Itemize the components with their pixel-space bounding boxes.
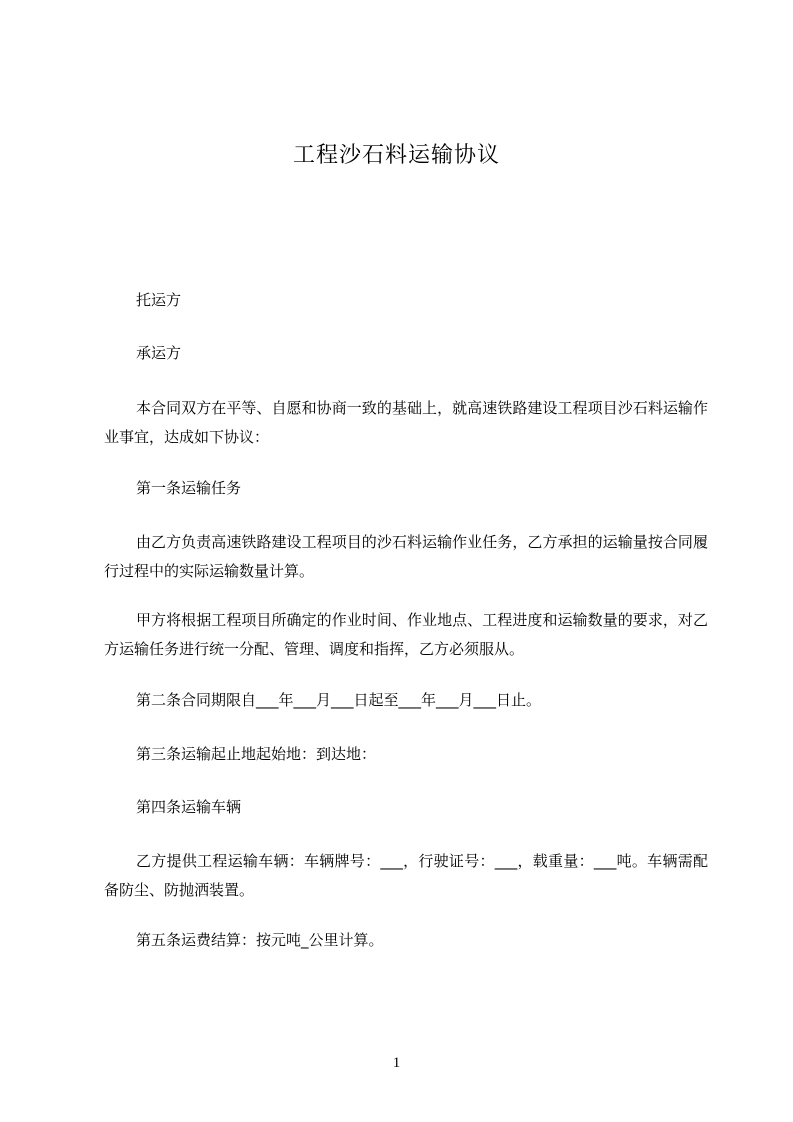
article-4-paragraph: 乙方提供工程运输车辆：车辆牌号：___，行驶证号：___，载重量：___吨。车辆需配备防尘、防抛洒装置。 — [104, 852, 708, 899]
article-4-heading: 第四条运输车辆 — [136, 798, 242, 816]
article-5-settlement: 第五条运费结算：按元吨_公里计算。 — [136, 931, 384, 949]
article-1-heading: 第一条运输任务 — [136, 479, 242, 497]
page-number: 1 — [392, 1055, 401, 1071]
document-title: 工程沙石料运输协议 — [292, 143, 500, 168]
article-2-term: 第二条合同期限自___年___月___日起至___年___月___日止。 — [136, 691, 542, 709]
consignor-label: 托运方 — [136, 291, 182, 309]
carrier-label: 承运方 — [136, 344, 182, 362]
article-1-paragraph-1: 由乙方负责高速铁路建设工程项目的沙石料运输作业任务，乙方承担的运输量按合同履行过程中的实际运输数量计算。 — [104, 533, 708, 580]
article-3-route: 第三条运输起止地起始地：到达地： — [136, 745, 377, 763]
article-1-paragraph-2: 甲方将根据工程项目所确定的作业时间、作业地点、工程进度和运输数量的要求，对乙方运输任务进行统一分配、管理、调度和指挥，乙方必须服从。 — [104, 611, 708, 658]
preamble-paragraph: 本合同双方在平等、自愿和协商一致的基础上，就高速铁路建设工程项目沙石料运输作业事宜，达成如下协议： — [104, 399, 708, 446]
